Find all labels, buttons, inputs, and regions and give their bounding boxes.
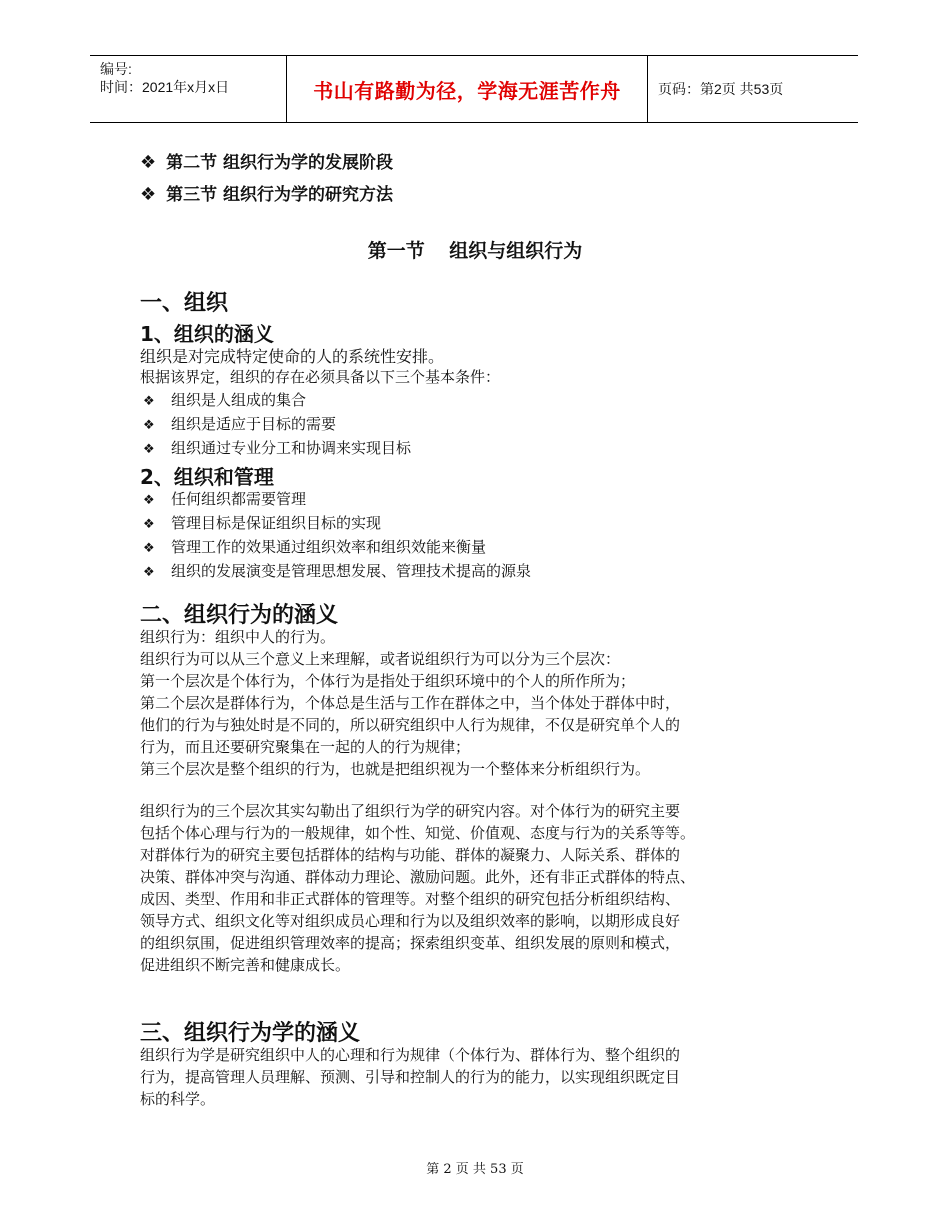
paragraph-line: 行为，而且还要研究聚集在一起的人的行为规律；: [140, 738, 471, 756]
paragraph-line: 第三个层次是整个组织的行为，也就是把组织视为一个整体来分析组织行为。: [140, 760, 651, 778]
paragraph-line: 组织行为：组织中人的行为。: [140, 628, 336, 646]
paragraph-line: 对群体行为的研究主要包括群体的结构与功能、群体的凝聚力、人际关系、群体的: [140, 846, 681, 864]
toc-item: [140, 148, 393, 173]
paragraph-line: 促进组织不断完善和健康成长。: [140, 956, 351, 974]
heading-org-behavior-science: 三、组织行为学的涵义: [140, 1021, 361, 1046]
header-motto: 书山有路勤为径，学海无涯苦作舟: [286, 56, 648, 122]
diamond-bullet-icon: ❖: [140, 184, 157, 205]
list-item: ❖ 任何组织都需要管理: [143, 490, 307, 508]
diamond-bullet-icon: ❖: [143, 394, 155, 409]
heading-organization: 一、组织: [140, 291, 229, 316]
paragraph-line: 包括个体心理与行为的一般规律，如个性、知觉、价值观、态度与行为的关系等等。: [140, 824, 696, 842]
paragraph-line: 组织行为可以从三个意义上来理解，或者说组织行为可以分为三个层次：: [140, 650, 621, 668]
paragraph-line: 他们的行为与独处时是不同的，所以研究组织中人行为规律，不仅是研究单个人的: [140, 716, 681, 734]
diamond-bullet-icon: ❖: [143, 418, 155, 433]
paragraph-line: 标的科学。: [140, 1090, 216, 1108]
paragraph-line: 第一个层次是个体行为，个体行为是指处于组织环境中的个人的所作所为；: [140, 672, 636, 690]
paragraph-line: 组织行为学是研究组织中人的心理和行为规律（个体行为、群体行为、整个组织的: [140, 1046, 681, 1064]
paragraph-line: 决策、群体冲突与沟通、群体动力理论、激励问题。此外，还有非正式群体的特点、: [140, 868, 696, 886]
number-label: 编号:: [100, 61, 132, 77]
diamond-bullet-icon: ❖: [143, 565, 155, 580]
paragraph-line: 领导方式、组织文化等对组织成员心理和行为以及组织效率的影响，以期形成良好: [140, 912, 681, 930]
subheading-meaning: 1、组织的涵义: [140, 322, 274, 346]
heading-org-behavior: 二、组织行为的涵义: [140, 603, 339, 628]
toc-item-label: 第二节 组织行为学的发展阶段: [166, 153, 394, 173]
conditions-intro: 根据该界定，组织的存在必须具备以下三个基本条件：: [140, 368, 501, 386]
paragraph-line: 第二个层次是群体行为，个体总是生活与工作在群体之中，当个体处于群体中时，: [140, 694, 681, 712]
subheading-management: 2、组织和管理: [140, 465, 274, 489]
page-footer: 第 2 页 共 53 页: [426, 1162, 524, 1177]
header-meta: [90, 56, 286, 122]
paragraph-line: 行为，提高管理人员理解、预测、引导和控制人的行为的能力，以实现组织既定目: [140, 1068, 681, 1086]
time-label: 时间：2021年x月x日: [100, 79, 230, 95]
list-item: ❖ 组织通过专业分工和协调来实现目标: [143, 439, 412, 457]
toc-item: [140, 180, 393, 205]
diamond-bullet-icon: ❖: [143, 442, 155, 457]
definition-text: 组织是对完成特定使命的人的系统性安排。: [140, 347, 445, 366]
diamond-bullet-icon: ❖: [143, 517, 155, 532]
diamond-bullet-icon: ❖: [140, 152, 157, 173]
list-item: ❖ 管理目标是保证组织目标的实现: [143, 514, 382, 532]
paragraph-line: 组织行为的三个层次其实勾勒出了组织行为学的研究内容。对个体行为的研究主要: [140, 802, 681, 820]
toc-item-label: 第三节 组织行为学的研究方法: [166, 185, 394, 205]
header-page-label: 页码：第2页 共53页: [658, 81, 784, 97]
list-item: ❖ 组织的发展演变是管理思想发展、管理技术提高的源泉: [143, 562, 532, 580]
list-item: ❖ 管理工作的效果通过组织效率和组织效能来衡量: [143, 538, 487, 556]
diamond-bullet-icon: ❖: [143, 541, 155, 556]
list-item: ❖ 组织是人组成的集合: [143, 391, 307, 409]
paragraph-line: 的组织氛围，促进组织管理效率的提高；探索组织变革、组织发展的原则和模式，: [140, 934, 681, 952]
paragraph-line: 成因、类型、作用和非正式群体的管理等。对整个组织的研究包括分析组织结构、: [140, 890, 681, 908]
diamond-bullet-icon: ❖: [143, 493, 155, 508]
section-title: 第一节 组织与组织行为: [367, 240, 583, 262]
list-item: ❖ 组织是适应于目标的需要: [143, 415, 337, 433]
page-header: [90, 55, 858, 123]
